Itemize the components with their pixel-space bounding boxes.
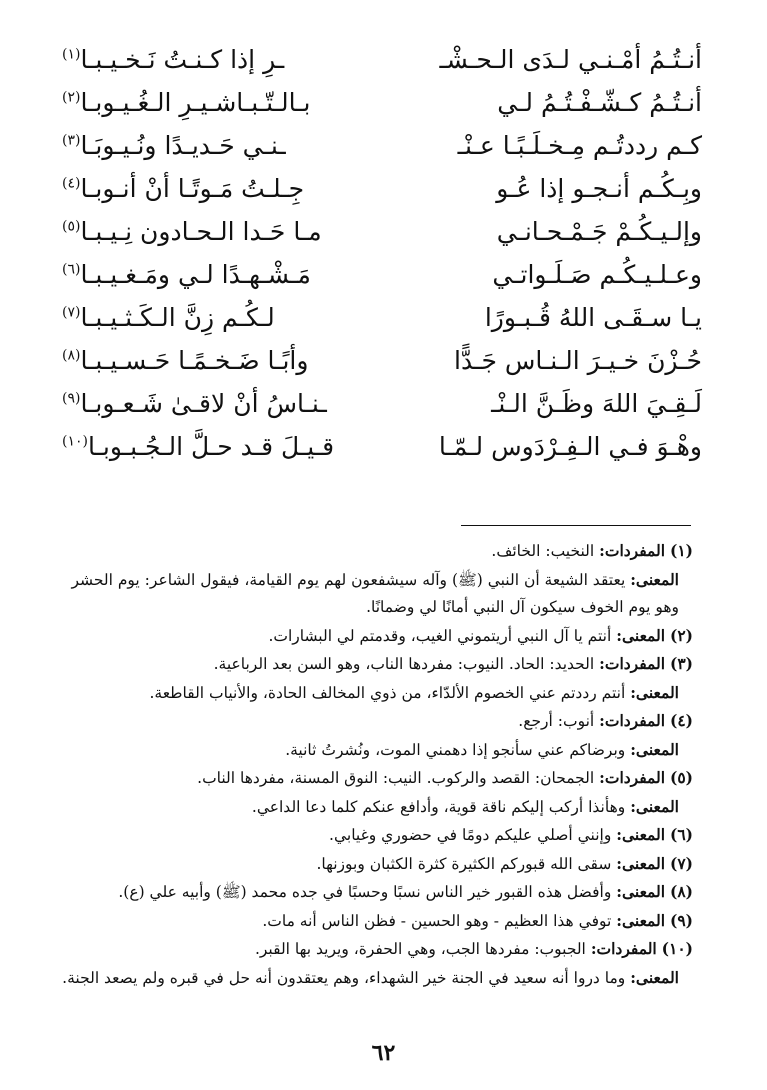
verse: [62, 81, 702, 124]
footnote-text: وإنني أصلي عليكم دومًا في حضوري وغيابي.: [329, 826, 612, 844]
footnote-entry: [61, 566, 693, 622]
page-number: ٦٢: [371, 1040, 396, 1066]
footnote-number: (٣): [669, 654, 693, 673]
verse-first-hemistich: يـا سـقَـى اللهُ قُـبـورًا: [484, 303, 702, 332]
footnote-number: (١٠): [661, 939, 693, 958]
footnote-text: وما دروا أنه سعيد في الجنة خير الشهداء، وهم يعتقدون أنه حل في قبره ولم يصعد الجنة.: [62, 968, 626, 987]
footnote-text: الجمحان: القصد والركوب. النيب: النوق المسنة، مفردها الناب.: [197, 769, 595, 787]
verse-first-hemistich: أنـتُـمُ أمْـنـي لـدَى الـحـشْـ: [439, 45, 702, 74]
footnote-entry: [61, 821, 693, 850]
footnotes: [61, 537, 693, 992]
verse: [62, 296, 702, 339]
footnote-label: المفردات:: [590, 939, 657, 958]
footnote-marker: (٨): [62, 347, 81, 364]
footnote-text: أنتم يا آل النبي أريتموني الغيب، وقدمتم لي البشارات.: [268, 626, 612, 645]
verse-second-text: مـا حَـدا الـحـادون نِـيـبـا: [80, 217, 322, 246]
verse-first-hemistich: وبِـكُـم أنـجـو إذا عُـو: [496, 174, 702, 203]
footnote-entry: [61, 736, 693, 765]
footnote-label: المعنى:: [616, 853, 666, 873]
footnote-marker: (٩): [62, 390, 81, 407]
footnote-text: أنوب: أرجع.: [518, 712, 595, 730]
verse-second-text: لـكُـم زِنَّ الـكَـثـيـبـا: [80, 303, 275, 332]
footnote-number: (٧): [669, 853, 693, 873]
verse-first-hemistich: وإلـيـكُـمْ جَـمْـحـانـي: [496, 217, 702, 246]
footnote-entry: [61, 679, 693, 708]
footnote-number: (٦): [669, 825, 693, 844]
verse-second-hemistich: [62, 339, 308, 382]
footnote-entry: [61, 935, 693, 964]
verse: [62, 253, 702, 296]
verse: [62, 38, 702, 81]
verse-first-hemistich: لَـقِـيَ اللهَ وظَـنَّ الـنْـ: [491, 389, 702, 418]
verse-second-text: ـرِ إذا كـنـتُ نَـخـيـبـا: [80, 45, 285, 74]
verse-first-hemistich: وهْـوَ فـي الـفِـرْدَوس لـمّـا: [438, 432, 702, 461]
footnote-entry: [61, 537, 693, 566]
footnote-divider: [461, 525, 691, 526]
verse-second-hemistich: [62, 38, 284, 81]
footnote-text: وهأنذا أركب إليكم ناقة قوية، وأدافع عنكم كلما دعا الداعي.: [251, 797, 626, 816]
footnote-label: المعنى:: [630, 967, 679, 987]
verse-second-hemistich: [62, 296, 275, 339]
verse-second-text: قـيـلَ قـد حـلَّ الـجُـبـوبـا: [87, 432, 335, 461]
footnote-text: الجبوب: مفردها الجب، وهي الحفرة، ويريد بها القبر.: [254, 940, 586, 958]
verse: [62, 382, 702, 425]
footnote-marker: (١٠): [62, 433, 88, 450]
footnote-label: المعنى:: [630, 682, 679, 702]
footnote-label: المعنى:: [616, 825, 666, 844]
verse-second-text: ـنـي حَـديـدًا ونُـيـوبَـا: [80, 131, 286, 160]
footnote-number: (١): [669, 541, 693, 560]
footnote-marker: (١): [62, 46, 81, 63]
footnote-label: المفردات:: [599, 711, 666, 730]
footnote-entry: [61, 964, 693, 993]
footnote-marker: (٥): [62, 218, 81, 235]
verse-first-hemistich: وعـلـيـكُـم صَـلَـواتـي: [492, 260, 702, 289]
footnote-text: سقى الله قبوركم الكثيرة كثرة الكثبان وبوزنها.: [316, 854, 612, 873]
footnote-label: المعنى:: [616, 910, 666, 930]
verse-second-hemistich: [62, 81, 311, 124]
footnote-entry: [61, 764, 693, 793]
footnote-text: وبرضاكم عني سأنجو إذا دهمني الموت، ونُشرتُ ثانية.: [285, 740, 626, 759]
poem: [62, 38, 702, 468]
footnote-entry: [61, 878, 693, 907]
footnote-label: المعنى:: [616, 625, 666, 645]
footnote-label: المعنى:: [630, 796, 679, 816]
verse-second-hemistich: [62, 425, 334, 468]
footnote-number: (٢): [669, 625, 693, 645]
footnote-text: يعتقد الشيعة أن النبي (ﷺ) وآله سيشفعون لهم يوم القيامة، فيقول الشاعر: يوم الحشر وهو يوم الخوف سيكون آل النبي أمانًا لي وضمانًا.: [71, 570, 679, 616]
footnote-text: أنتم رددتم عني الخصوم الألدّاء، من ذوي المخالف الحادة، والأنياب القاطعة.: [149, 683, 626, 702]
footnote-marker: (٤): [62, 175, 81, 192]
footnote-entry: [61, 793, 693, 822]
verse-first-hemistich: أنـتُـمُ كـشّـفْـتُـمُ لـي: [497, 88, 702, 117]
verse-second-hemistich: [62, 124, 286, 167]
verse-second-text: جِـلـتُ مَـوتًـا أنْ أنـوبـا: [80, 174, 305, 203]
footnote-label: المفردات:: [599, 768, 666, 787]
verse-second-text: مَـشْـهـدًا لـي ومَـغـيـبـا: [80, 260, 311, 289]
verse: [62, 124, 702, 167]
footnote-entry: [61, 707, 693, 736]
footnote-label: المعنى:: [630, 569, 679, 589]
verse-second-text: وأبًـا ضَـخـمًـا حَـسـيـبـا: [80, 346, 309, 375]
footnote-entry: [61, 622, 693, 651]
footnote-number: (٥): [669, 768, 693, 787]
footnote-text: الحديد: الحاد. النيوب: مفردها الناب، وهو السن بعد الرباعية.: [213, 655, 595, 673]
verse-second-hemistich: [62, 382, 327, 425]
verse-second-hemistich: [62, 167, 304, 210]
footnote-marker: (٣): [62, 132, 81, 149]
verse-second-text: ـنـاسُ أنْ لاقـىٰ شَـعـوبـا: [80, 389, 327, 418]
footnote-marker: (٧): [62, 304, 81, 321]
footnote-number: (٤): [669, 711, 693, 730]
footnote-label: المعنى:: [630, 739, 679, 759]
verse: [62, 210, 702, 253]
footnote-text: وأفضل هذه القبور خير الناس نسبًا وحسبًا في جده محمد (ﷺ) وأبيه علي (ع).: [118, 883, 612, 901]
footnote-text: توفي هذا العظيم - وهو الحسين - فظن الناس أنه مات.: [262, 911, 612, 930]
footnote-label: المفردات:: [599, 654, 666, 673]
footnote-label: المفردات:: [599, 541, 666, 560]
footnote-marker: (٦): [62, 261, 81, 278]
footnote-entry: [61, 650, 693, 679]
footnote-number: (٨): [669, 882, 693, 901]
footnote-label: المعنى:: [616, 882, 666, 901]
footnote-marker: (٢): [62, 89, 81, 106]
verse-second-text: بـالـتّـبـاشـيـرِ الـغُـيـوبـا: [80, 88, 311, 117]
footnote-number: (٩): [669, 910, 693, 930]
verse-first-hemistich: كـم رددتُـم مِـخـلَـبًـا عـنْـ: [457, 131, 702, 160]
verse: [62, 339, 702, 382]
footnote-entry: [61, 907, 693, 936]
verse: [62, 425, 702, 468]
verse: [62, 167, 702, 210]
verse-second-hemistich: [62, 253, 311, 296]
verse-second-hemistich: [62, 210, 322, 253]
footnote-entry: [61, 850, 693, 879]
footnote-text: النخيب: الخائف.: [491, 542, 595, 560]
verse-first-hemistich: حُـزْنَ خـيـرَ الـنـاس جَـدًّا: [454, 346, 702, 375]
